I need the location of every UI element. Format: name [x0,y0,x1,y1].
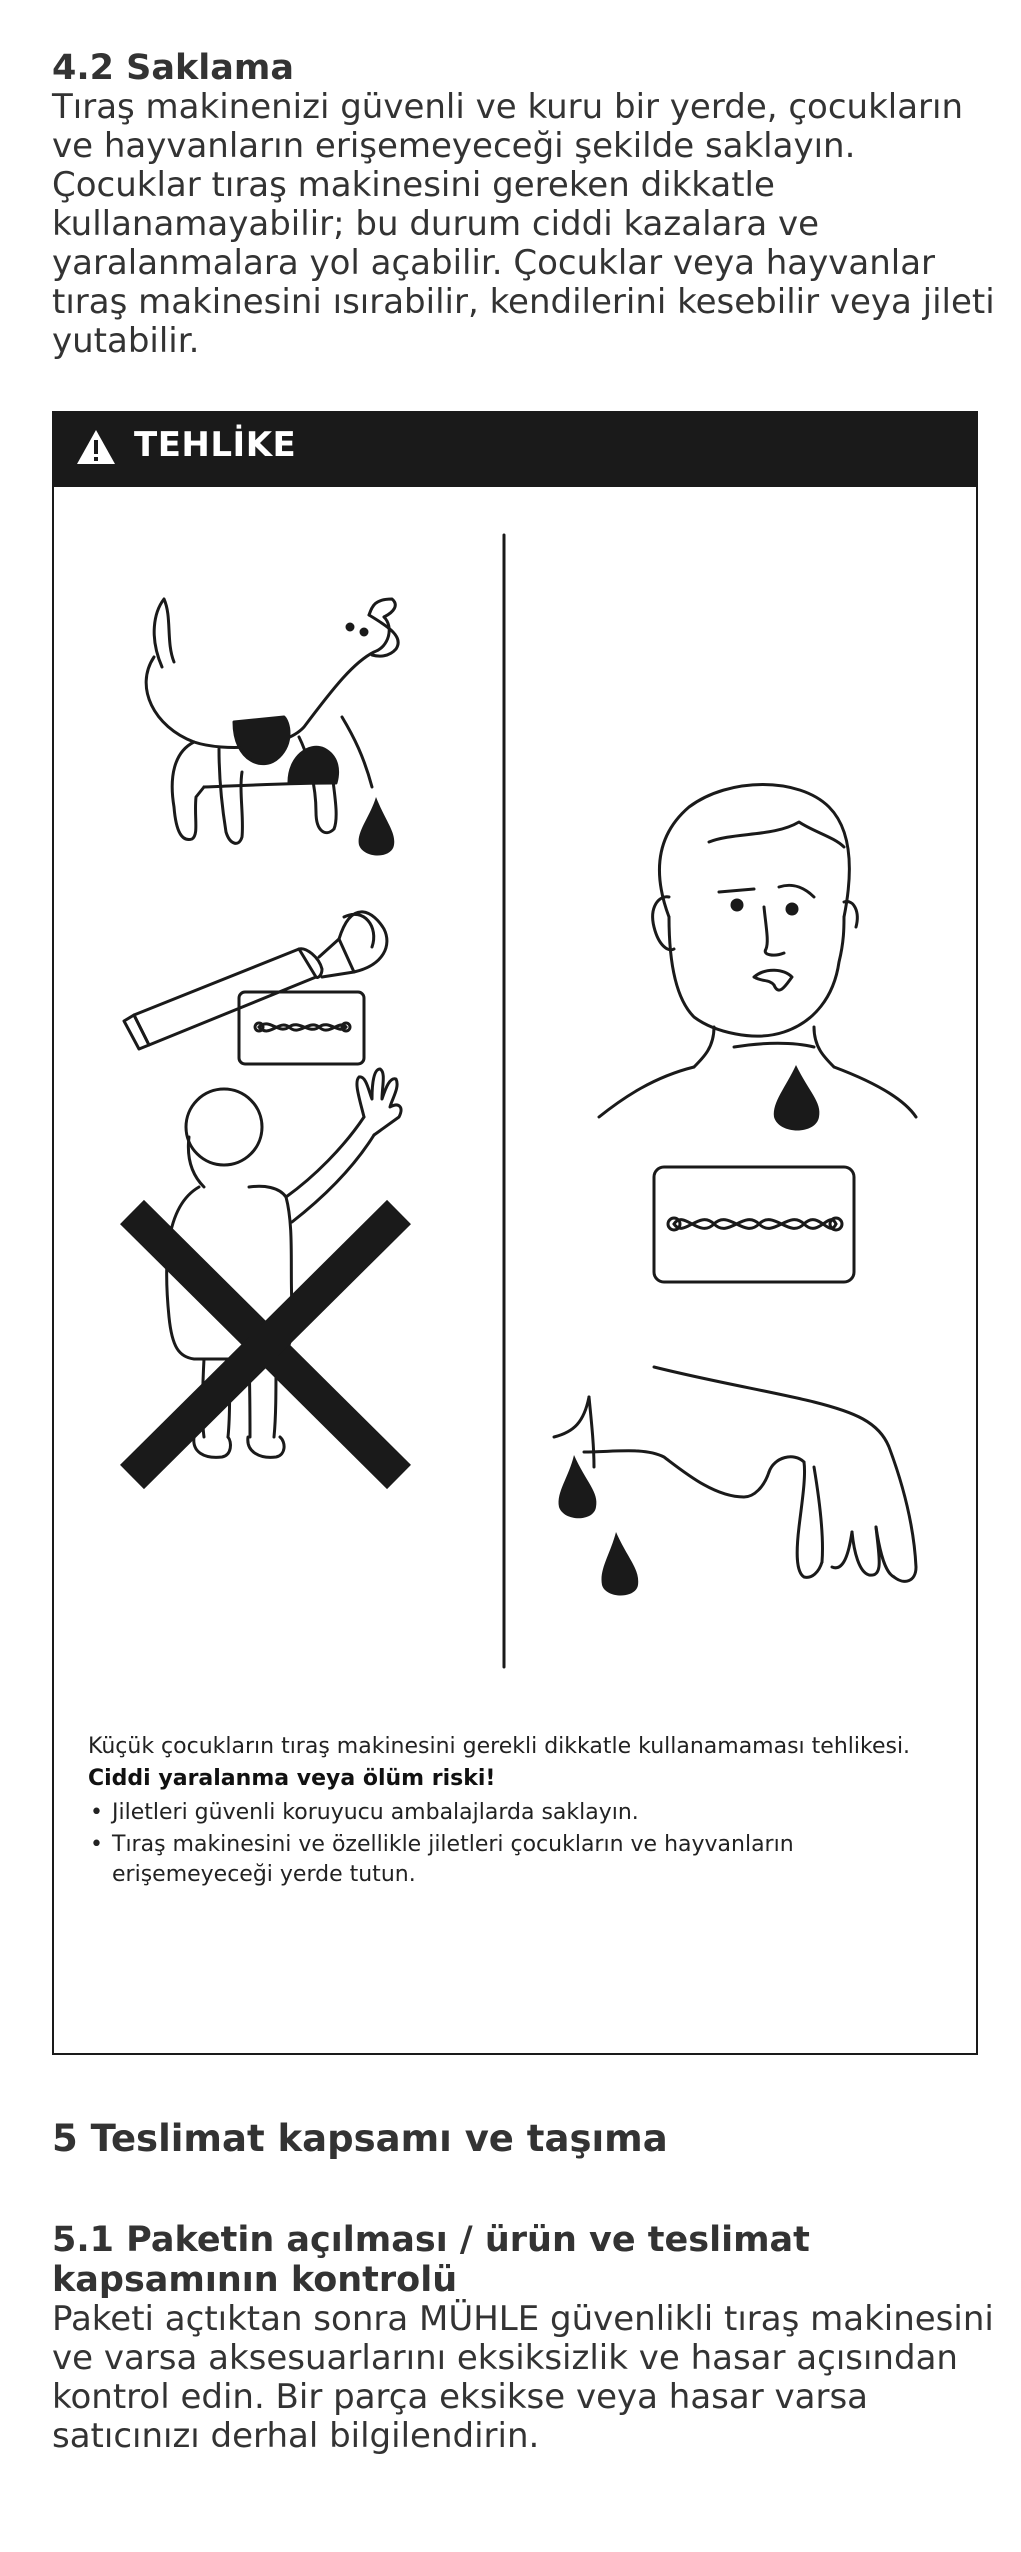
danger-header-bar [52,411,978,487]
storage-paragraph: Tıraş makinenizi güvenli ve kuru bir yerde, çocukların ve hayvanların erişemeyeceği şekilde saklayın. Çocuklar tıraş makinesini gereken dikkatle kullanamayabilir; bu durum ciddi kazalara ve yaralanmalara yol açabilir. Çocuklar veya hayvanlar tıraş makinesini ısırabilir, kendilerini kesebilir veya jileti yutabilir. [52,87,995,361]
prohibition-x-icon [132,1212,399,1477]
dog-icon [146,599,398,843]
hazard-text: Küçük çocukların tıraş makinesini gerekli dikkatle kullanamaması tehlikesi. [88,1734,911,1759]
blood-drop-icon [774,1065,820,1131]
blood-drop-icon [601,1532,638,1596]
blood-drop-icon [359,797,395,856]
section-heading-delivery: 5 Teslimat kapsamı ve taşıma [52,2117,668,2160]
razor-blade-icon [654,1167,854,1282]
list-item: • Tıraş makinesini ve özellikle jiletleri çocukların ve hayvanların erişemeyeceği yerde tutun. [88,1830,948,1890]
unpacking-paragraph: Paketi açtıktan sonra MÜHLE güvenlikli tıraş makinesini ve varsa aksesuarlarını eksiksizlik ve hasar açısından kontrol edin. Bir parça eksikse veya hasar varsa satıcınızı derhal bilgilendirin. [52,2299,994,2456]
injured-face-icon [599,785,916,1118]
razor-blade-icon [239,992,364,1064]
warning-triangle-icon [76,429,116,465]
risk-text: Ciddi yaralanma veya ölüm riski! [88,1766,496,1791]
danger-illustration [54,487,976,1717]
subsection-heading-unpacking: 5.1 Paketin açılması / ürün ve teslimat kapsamının kontrolü [52,2220,810,2300]
blood-drop-icon [559,1455,597,1518]
section-heading-storage: 4.2 Saklama [52,48,294,88]
danger-title: TEHLİKE [134,425,297,465]
danger-note [88,1732,948,1892]
list-item: • Jiletleri güvenli koruyucu ambalajlarda saklayın. [88,1798,948,1828]
danger-box [52,487,978,2055]
cut-hand-icon [554,1367,916,1581]
safety-instructions-list [88,1798,948,1890]
